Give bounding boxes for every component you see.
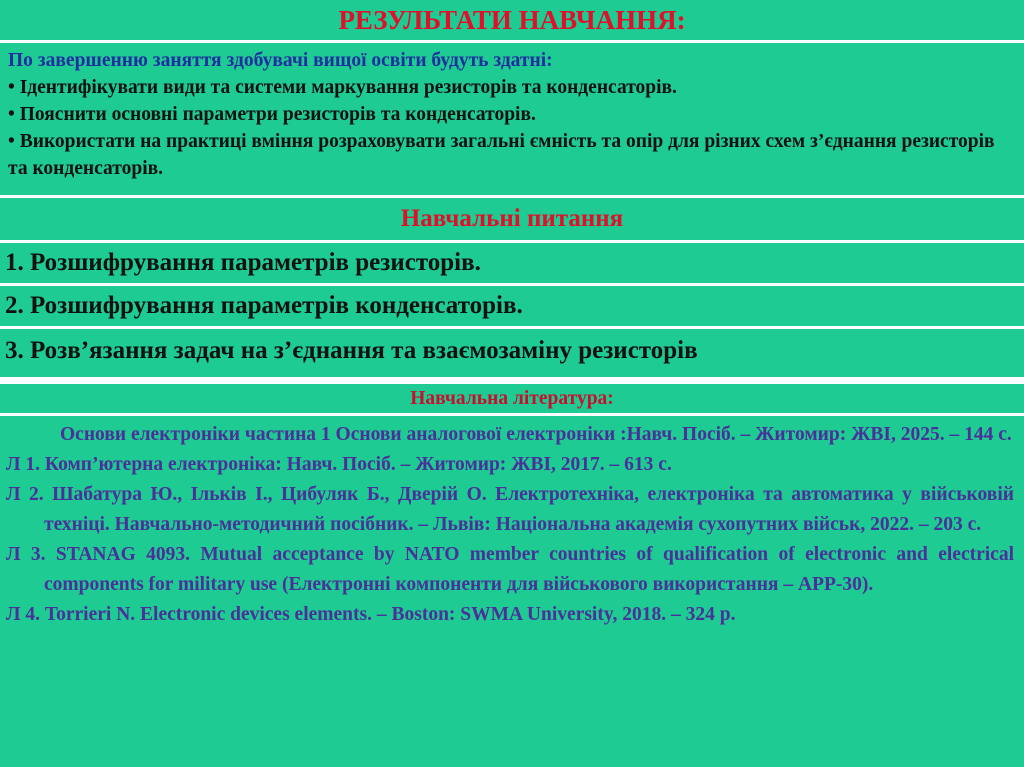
question-row: [0, 329, 1024, 377]
page-title: РЕЗУЛЬТАТИ НАВЧАННЯ:: [338, 5, 686, 35]
literature-heading-band: [0, 384, 1024, 413]
literature-ref: Л 2. Шабатура Ю., Ільків І., Цибуляк Б., Дверій О. Електротехніка, електроніка та автоматика у військовій техніці. Навчально-методичний посібник. – Львів: Національна академія сухопутних військ, 2022. – 203 с.: [6, 484, 1014, 535]
literature-ref: Основи електроніки частина 1 Основи аналогової електроніки :Навч. Посіб. – Житомир: ЖВІ, 2025. – 144 с.: [60, 424, 1012, 445]
questions-heading: Навчальні питання: [400, 205, 624, 232]
questions-heading-band: [0, 198, 1024, 240]
literature-heading: Навчальна література:: [410, 388, 614, 409]
question-text: 2. Розшифрування параметрів конденсаторів.: [5, 292, 523, 319]
outcome-item: • Використати на практиці вміння розраховувати загальні ємність та опір для різних схем з’єднання резисторів та конденсаторів.: [8, 131, 995, 179]
literature-ref: Л 4. Torrieri N. Electronic devices elements. – Boston: SWMA University, 2018. – 324 p.: [6, 604, 736, 625]
question-text: 3. Розв’язання задач на з’єднання та взаємозаміну резисторів: [5, 337, 698, 364]
literature-list: [0, 416, 1024, 767]
question-row: [0, 286, 1024, 326]
outcomes-intro: По завершенню заняття здобувачі вищої освіти будуть здатні:: [8, 50, 553, 71]
question-text: 1. Розшифрування параметрів резисторів.: [5, 249, 481, 276]
literature-ref: Л 3. STANAG 4093. Mutual acceptance by NATO member countries of qualification of electronic and electrical components for military use (Електронні компоненти для військового використання – AРР-30).: [6, 544, 1014, 595]
page-title-band: [0, 0, 1024, 40]
question-row: [0, 243, 1024, 283]
literature-ref: Л 1. Комп’ютерна електроніка: Навч. Посіб. – Житомир: ЖВІ, 2017. – 613 с.: [6, 454, 672, 475]
outcome-item: • Пояснити основні параметри резисторів та конденсаторів.: [8, 104, 536, 125]
learning-outcomes: [0, 43, 1024, 195]
outcome-item: • Ідентифікувати види та системи маркування резисторів та конденсаторів.: [8, 77, 677, 98]
